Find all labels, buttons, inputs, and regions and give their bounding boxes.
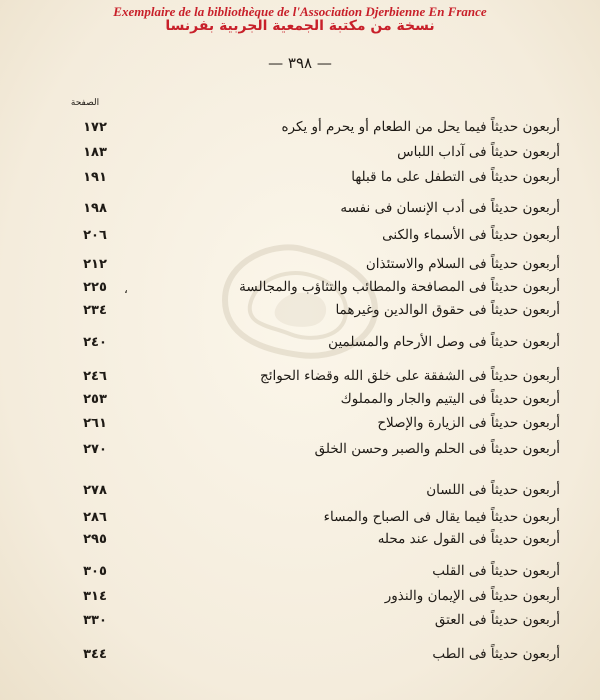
toc-row — [50, 646, 560, 668]
toc-row — [50, 391, 560, 413]
toc-row — [50, 509, 560, 531]
stray-mark: ، — [124, 282, 128, 296]
library-stamp-arabic: نسخة من مكتبة الجمعية الجربية بفرنسا — [165, 18, 435, 34]
toc-entry-page: ٢٢٥ — [83, 280, 107, 295]
toc-entry-page: ٣٠٥ — [83, 564, 107, 579]
toc-row — [50, 256, 560, 278]
toc-entry-title: أربعون حديثاً فى التطفل على ما قبلها — [351, 169, 560, 185]
toc-entry-page: ٢٧٨ — [83, 483, 107, 498]
toc-entry-title: أربعون حديثاً فى القلب — [432, 563, 560, 579]
library-stamp-french: Exemplaire de la bibliothèque de l'Association Djerbienne En France — [113, 4, 487, 19]
toc-entry-title: أربعون حديثاً فى العتق — [434, 612, 560, 628]
toc-row — [50, 441, 560, 463]
toc-entry-title: أربعون حديثاً فى القول عند محله — [377, 531, 560, 547]
toc-entry-page: ٢١٢ — [83, 257, 107, 272]
toc-entry-title: أربعون حديثاً فى الشفقة على خلق الله وقضاء الحوائج — [260, 368, 560, 384]
toc-entry-title: أربعون حديثاً فى الطب — [432, 646, 560, 662]
toc-entry-title: أربعون حديثاً فيما يحل من الطعام أو يحرم أو يكره — [281, 119, 560, 135]
toc-entry-title: أربعون حديثاً فى السلام والاستئذان — [365, 256, 560, 272]
toc-entry-page: ٢٣٤ — [83, 303, 107, 318]
toc-row — [50, 563, 560, 585]
toc-entry-title: أربعون حديثاً فى الإيمان والنذور — [384, 588, 560, 604]
toc-entry-page: ١٨٣ — [83, 145, 107, 160]
toc-row — [50, 119, 560, 141]
toc-entry-title: أربعون حديثاً فى حقوق الوالدين وغيرهما — [335, 302, 560, 318]
toc-row — [50, 227, 560, 249]
toc-row — [50, 200, 560, 222]
toc-entry-title: أربعون حديثاً فى اللسان — [426, 482, 560, 498]
toc-row — [50, 279, 560, 301]
toc-row — [50, 144, 560, 166]
page-number: — ٣٩٨ — — [268, 54, 332, 72]
toc-entry-title: أربعون حديثاً فى الزيارة والإصلاح — [377, 415, 560, 431]
toc-entry-title: أربعون حديثاً فيما يقال فى الصباح والمساء — [323, 509, 560, 525]
toc-entry-page: ١٩٨ — [83, 201, 107, 216]
toc-row — [50, 169, 560, 191]
toc-entry-page: ٢٠٦ — [83, 228, 107, 243]
toc-entry-page: ٣٤٤ — [83, 647, 107, 662]
toc-entry-page: ٢٥٣ — [83, 392, 107, 407]
toc-entry-page: ٢٤٠ — [83, 335, 107, 350]
toc-entry-title: أربعون حديثاً فى الحلم والصبر وحسن الخلق — [314, 441, 560, 457]
toc-row — [50, 334, 560, 356]
toc-row — [50, 302, 560, 324]
toc-row — [50, 415, 560, 437]
toc-entry-title: أربعون حديثاً فى المصافحة والمطائب والتثاؤب والمجالسة — [239, 279, 560, 295]
toc-entry-page: ١٧٢ — [83, 120, 107, 135]
toc-entry-page: ٢٧٠ — [83, 442, 107, 457]
toc-entry-page: ٢٩٥ — [83, 532, 107, 547]
toc-row — [50, 588, 560, 610]
toc-entry-page: ٣١٤ — [83, 589, 107, 604]
toc-row — [50, 482, 560, 504]
toc-entry-title: أربعون حديثاً فى آداب اللباس — [397, 144, 560, 160]
toc-entry-title: أربعون حديثاً فى الأسماء والكنى — [382, 227, 560, 243]
toc-entry-page: ٢٨٦ — [83, 510, 107, 525]
toc-row — [50, 368, 560, 390]
toc-row — [50, 531, 560, 553]
toc-entry-title: أربعون حديثاً فى أدب الإنسان فى نفسه — [340, 200, 560, 216]
toc-entry-page: ١٩١ — [83, 170, 107, 185]
toc-entry-title: أربعون حديثاً فى اليتيم والجار والمملوك — [340, 391, 560, 407]
toc-entry-title: أربعون حديثاً فى وصل الأرحام والمسلمين — [328, 334, 560, 350]
toc-row — [50, 612, 560, 634]
toc-entry-page: ٢٤٦ — [83, 369, 107, 384]
toc-entry-page: ٣٣٠ — [83, 613, 107, 628]
page-column-header: الصفحة — [70, 98, 100, 108]
toc-entry-page: ٢٦١ — [83, 416, 107, 431]
